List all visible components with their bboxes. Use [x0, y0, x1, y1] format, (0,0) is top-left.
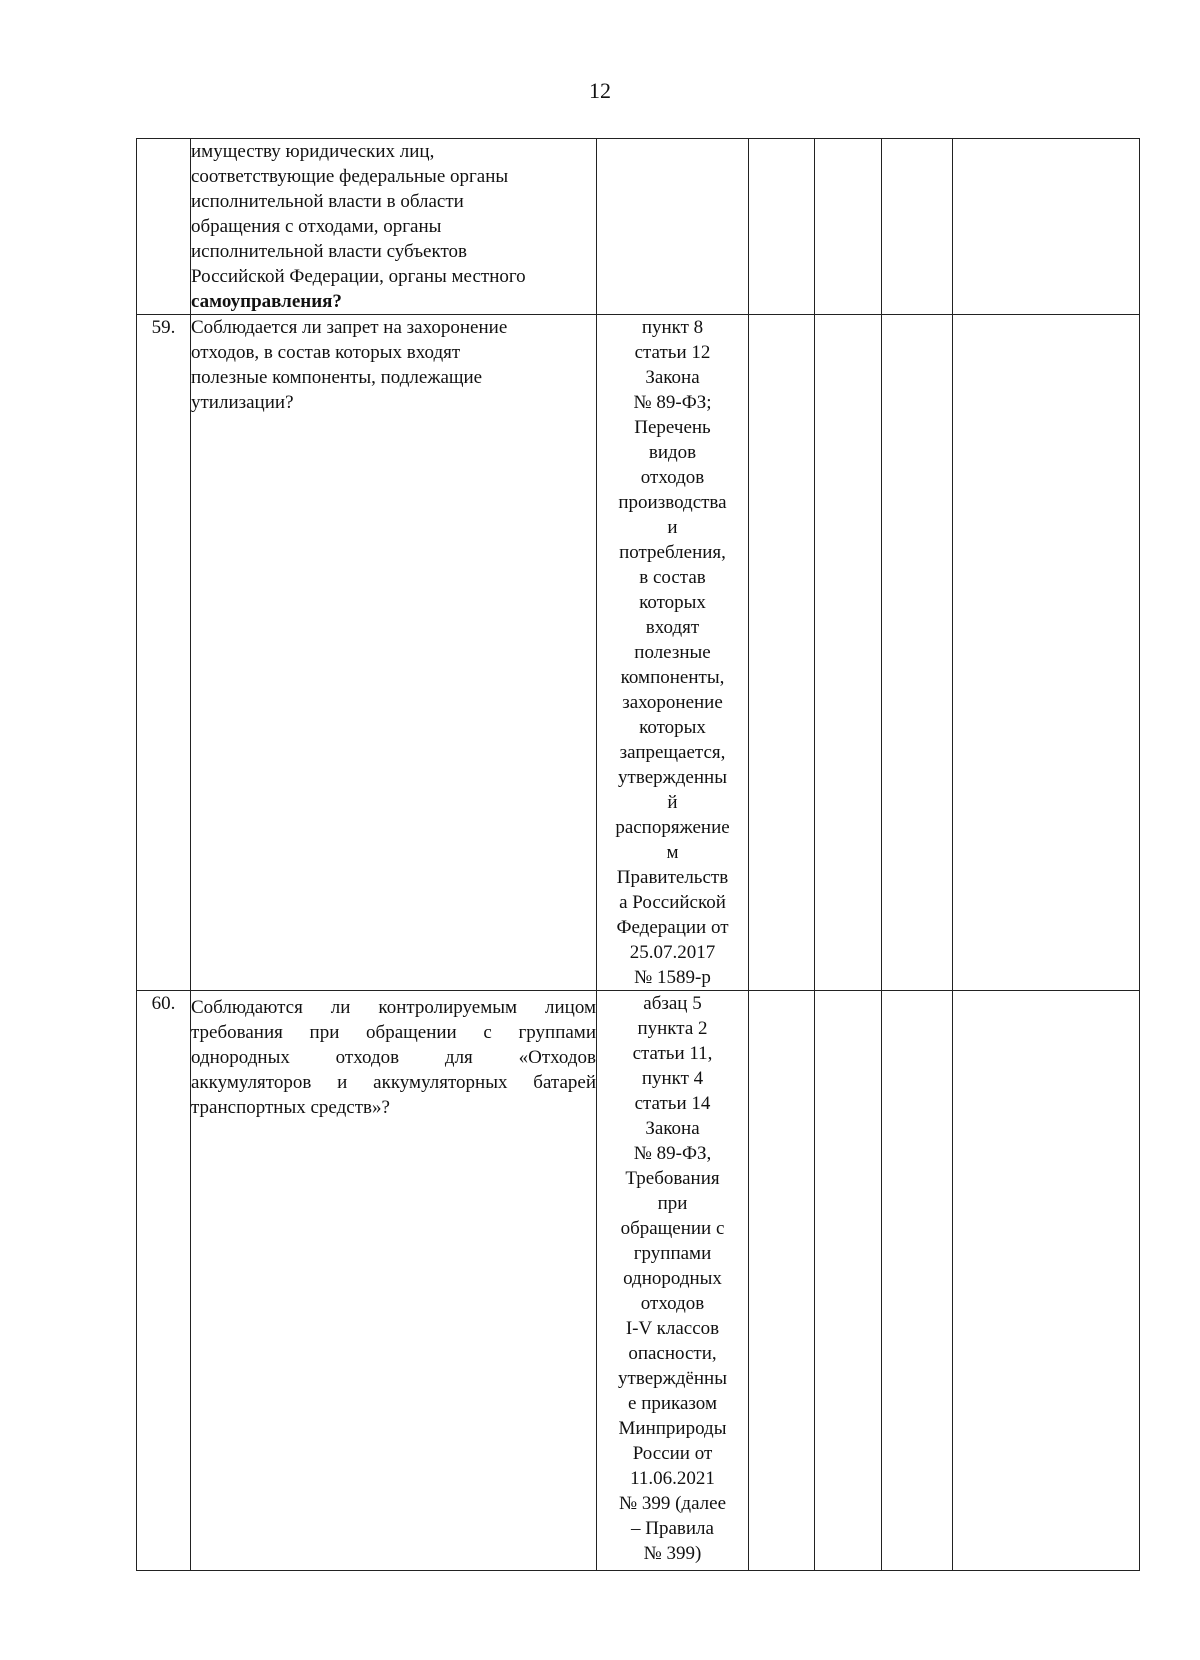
reference-line: захоронение: [622, 692, 723, 713]
comment-cell[interactable]: [953, 139, 1140, 315]
checklist-table: [136, 138, 1140, 1571]
reference-line: I-V классов: [625, 1318, 720, 1339]
reference-line: абзац 5: [643, 993, 702, 1014]
reference-line: пункта 2: [637, 1018, 708, 1039]
reference-line: Перечень: [634, 417, 711, 438]
question-line: полезные компоненты, подлежащие: [191, 367, 483, 388]
answer-cell-no[interactable]: [815, 991, 882, 1571]
reference-cell: [597, 315, 749, 991]
reference-line: при: [657, 1193, 688, 1214]
answer-cell-na[interactable]: [882, 991, 953, 1571]
question-line: обращения с отходами, органы: [191, 216, 442, 237]
answer-cell-na[interactable]: [882, 139, 953, 315]
reference-line: Закона: [645, 1118, 700, 1139]
question-line-bold: самоуправления?: [191, 291, 342, 312]
reference-line: отходов: [640, 1293, 705, 1314]
item-number: 60.: [137, 991, 191, 1571]
reference-line: № 399 (далее: [618, 1493, 727, 1514]
answer-cell-yes[interactable]: [749, 315, 815, 991]
reference-line: статьи 12: [634, 342, 711, 363]
question-line: исполнительной власти субъектов: [191, 241, 467, 262]
question-line: утилизации?: [191, 392, 294, 413]
question-cell: [191, 991, 597, 1571]
question-cell: [191, 315, 597, 991]
reference-line: компоненты,: [620, 667, 725, 688]
reference-line: полезные: [634, 642, 711, 663]
reference-line: распоряжение: [615, 817, 730, 838]
reference-line: № 89-ФЗ,: [633, 1143, 712, 1164]
reference-line: а Российской: [619, 892, 726, 913]
reference-line: е приказом: [628, 1393, 717, 1414]
reference-line: 11.06.2021: [630, 1468, 715, 1489]
reference-line: Минприроды: [618, 1418, 727, 1439]
reference-line: Закона: [645, 367, 700, 388]
answer-cell-yes[interactable]: [749, 139, 815, 315]
comment-cell[interactable]: [953, 991, 1140, 1571]
reference-line: опасности,: [628, 1343, 717, 1364]
reference-line: м: [666, 842, 679, 863]
reference-line: видов: [648, 442, 697, 463]
comment-cell[interactable]: [953, 315, 1140, 991]
reference-line: группами: [633, 1243, 712, 1264]
reference-line: однородных: [623, 1268, 722, 1289]
reference-line: № 1589-р: [634, 967, 711, 988]
table-row: [137, 315, 1140, 991]
question-line: Российской Федерации, органы местного: [191, 266, 526, 287]
reference-line: запрещается,: [619, 742, 726, 763]
question-line: отходов, в состав которых входят: [191, 342, 461, 363]
table-row: [137, 991, 1140, 1571]
reference-line: й: [667, 792, 678, 813]
item-number: 59.: [137, 315, 191, 991]
reference-line: пункт 4: [641, 1068, 704, 1089]
question-cell: [191, 139, 597, 315]
reference-line: Правительств: [616, 867, 729, 888]
reference-line: в состав: [639, 567, 706, 588]
reference-line: отходов: [640, 467, 705, 488]
reference-line: входят: [645, 617, 700, 638]
question-line: Соблюдается ли запрет на захоронение: [191, 317, 508, 338]
answer-cell-no[interactable]: [815, 139, 882, 315]
reference-line: Федерации от: [616, 917, 729, 938]
reference-line: которых: [639, 592, 706, 613]
item-number: [137, 139, 191, 315]
reference-line: производства: [618, 492, 727, 513]
reference-line: № 89-ФЗ;: [633, 392, 712, 413]
reference-line: обращении с: [620, 1218, 725, 1239]
answer-cell-na[interactable]: [882, 315, 953, 991]
reference-line: статьи 11,: [632, 1043, 713, 1064]
reference-line: которых: [639, 717, 706, 738]
reference-line: и: [667, 517, 678, 538]
answer-cell-yes[interactable]: [749, 991, 815, 1571]
reference-line: № 399): [643, 1543, 702, 1564]
reference-line: потребления,: [619, 542, 726, 563]
question-line: имуществу юридических лиц,: [191, 141, 435, 162]
reference-cell: [597, 139, 749, 315]
question-line: соответствующие федеральные органы: [191, 166, 509, 187]
reference-cell: [597, 991, 749, 1571]
table-row: [137, 139, 1140, 315]
reference-line: 25.07.2017: [629, 942, 716, 963]
reference-line: – Правила: [631, 1518, 714, 1539]
reference-line: пункт 8: [641, 317, 704, 338]
reference-line: Требования: [625, 1168, 720, 1189]
question-line: исполнительной власти в области: [191, 191, 464, 212]
answer-cell-no[interactable]: [815, 315, 882, 991]
question-text: Соблюдаются ли контролируемым лицом требования при обращении с группами однородных отходов для «Отходов аккумуляторов и аккумуляторных батарей транспортных средств»?: [191, 997, 596, 1118]
page-number: 12: [589, 78, 611, 103]
reference-line: утверждённы: [618, 1368, 727, 1389]
reference-line: статьи 14: [634, 1093, 711, 1114]
reference-line: России от: [632, 1443, 713, 1464]
reference-line: утвержденны: [618, 767, 727, 788]
